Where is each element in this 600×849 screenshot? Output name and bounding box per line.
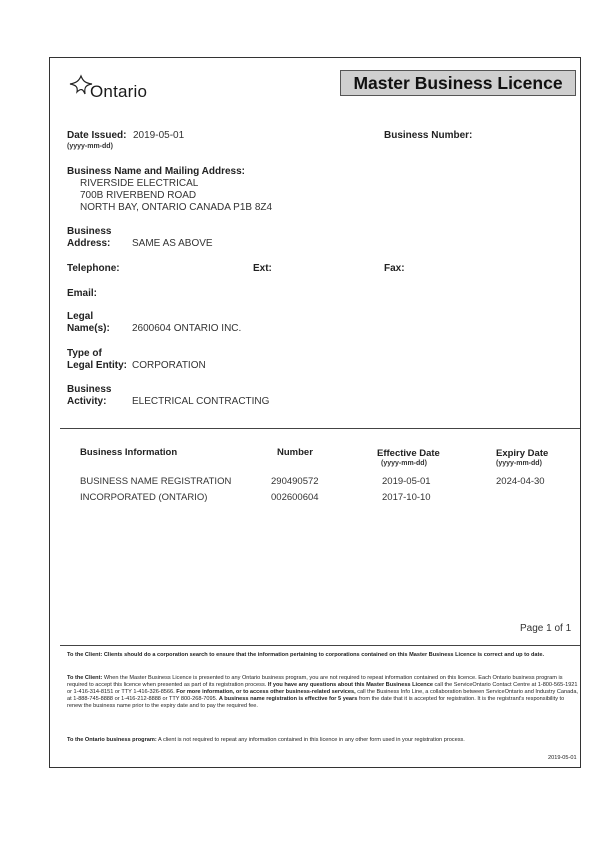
footer-questions-bold: If you have any questions about this Master Business Licence [267,682,433,688]
business-address-label-1: Business [67,226,112,237]
expiry-date-format: (yyyy-mm-dd) [496,460,542,467]
print-date: 2019-05-01 [548,755,577,761]
row-effective-date: 2017-10-10 [382,492,431,503]
table-header-info: Business Information [80,447,178,458]
logo-text: Ontario [90,82,148,101]
footer-questions-text: call the ServiceOntario Contact Centre at 1-800-565-1921 or 1-416-314-8151 or TTY 1-416-326-8566. [67,682,578,695]
table-header-effective: Effective Date [377,448,440,459]
business-activity-label-2: Activity: [67,396,107,407]
business-number-label: Business Number: [384,130,473,141]
footer-text-3: A client is not required to repeat any information contained in this licence in any other form used in your registration process. [157,737,465,743]
row-info: INCORPORATED (ONTARIO) [80,492,208,503]
footer-program-notice [67,737,579,744]
footer-more-info-text: call the Business Info Line, a collaboration between ServiceOntario and Industry Canada, at 1-888-745-8888 or 1-416-212-8888 or TTY 800-268-7095. [67,689,578,702]
email-label: Email: [67,288,98,299]
licence-border [49,57,581,768]
mailing-line-1: RIVERSIDE ELECTRICAL [80,178,199,189]
page-indicator: Page 1 of 1 [520,623,572,634]
ext-label: Ext: [253,263,272,274]
footer-label-1: To the Client: [67,652,103,658]
table-header-expiry: Expiry Date [496,448,549,459]
legal-name-label-2: Name(s): [67,323,110,334]
document-title: Master Business Licence [340,70,576,96]
row-expiry-date: 2024-04-30 [496,476,545,487]
footer-client-notice-2 [67,675,579,710]
business-address-label-2: Address: [67,238,111,249]
effective-date-format: (yyyy-mm-dd) [381,460,427,467]
row-effective-date: 2019-05-01 [382,476,431,487]
footer-more-info-bold: For more information, or to access other business-related services, [176,689,356,695]
footer-text-2a: When the Master Business Licence is presented to any Ontario business program, you are not required to repeat information contained on this licence. Each Ontario business program is required to accept this licence when presented as part of its registration process. [67,675,563,688]
legal-name-value: 2600604 ONTARIO INC. [132,323,242,334]
mailing-line-2: 700B RIVERBEND ROAD [80,190,197,201]
footer-divider [60,645,580,646]
date-format-hint: (yyyy-mm-dd) [67,143,113,150]
legal-entity-value: CORPORATION [132,360,206,371]
table-header-number: Number [277,447,313,458]
footer-label-3: To the Ontario business program: [67,737,157,743]
legal-name-label-1: Legal [67,311,94,322]
footer-registration-bold: A business name registration is effective for 5 years [218,696,358,702]
row-number: 290490572 [271,476,319,487]
mailing-line-3: NORTH BAY, ONTARIO CANADA P1B 8Z4 [80,202,273,213]
footer-client-notice-1 [67,652,579,659]
ontario-logo [68,74,148,101]
mailing-address-label: Business Name and Mailing Address: [67,166,246,177]
footer-text-1: Clients should do a corporation search to ensure that the information pertaining to corporations contained on this Master Business Licence is correct and up to date. [103,652,544,658]
section-divider [60,428,580,429]
date-issued-value: 2019-05-01 [133,130,185,141]
footer-label-2: To the Client: [67,675,103,681]
legal-entity-label-2: Legal Entity: [67,360,128,371]
legal-entity-label-1: Type of [67,348,102,359]
business-address-value: SAME AS ABOVE [132,238,213,249]
row-number: 002600604 [271,492,319,503]
business-activity-value: ELECTRICAL CONTRACTING [132,396,270,407]
date-issued-label: Date Issued: [67,130,127,141]
fax-label: Fax: [384,263,405,274]
telephone-label: Telephone: [67,263,120,274]
business-activity-label-1: Business [67,384,112,395]
row-info: BUSINESS NAME REGISTRATION [80,476,232,487]
footer-registration-text: from the date that it is accepted for registration. It is the registrant's responsibility to renew the business name prior to the expiry date and to pay the required fee. [67,696,565,709]
